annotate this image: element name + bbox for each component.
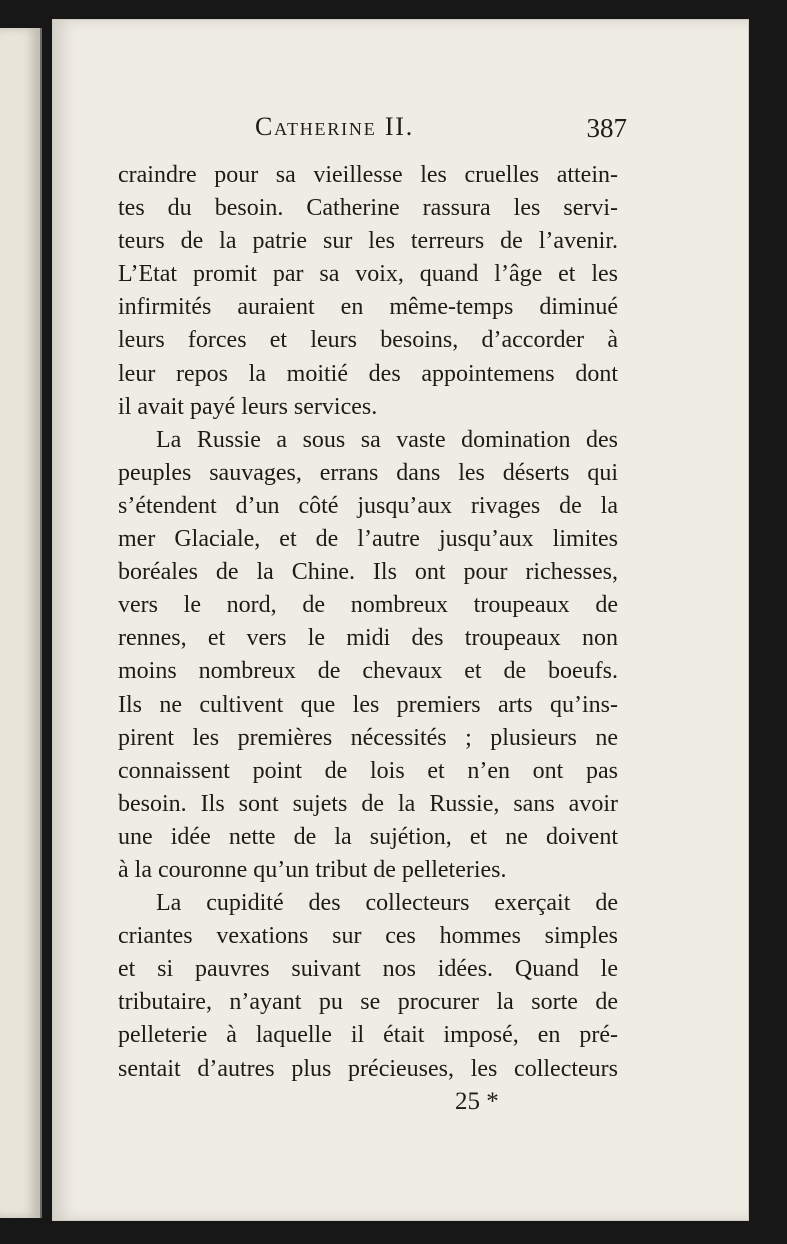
text-line: et si pauvres suivant nos idées. Quand le — [118, 956, 618, 983]
running-title: Catherine II. — [255, 112, 415, 141]
paragraph-line: La Russie a sous sa vaste domination des — [156, 426, 618, 453]
text-line: rennes, et vers le midi des troupeaux non — [118, 625, 618, 652]
text-line: leurs forces et leurs besoins, d’accorder à — [118, 327, 618, 354]
text-line: une idée nette de la sujétion, et ne doivent — [118, 823, 618, 850]
text-line: connaissent point de lois et n’en ont pas — [118, 757, 618, 784]
book-page — [53, 20, 748, 1220]
text-line: boréales de la Chine. Ils ont pour richesses, — [118, 559, 618, 586]
text-line: moins nombreux de chevaux et de boeufs. — [118, 658, 618, 685]
body-text — [118, 159, 618, 1086]
text-line: Ils ne cultivent que les premiers arts qu’ins- — [118, 691, 618, 718]
page-number: 387 — [586, 113, 627, 143]
paragraph-line: La cupidité des collecteurs exerçait de — [156, 890, 618, 917]
text-line: besoin. Ils sont sujets de la Russie, sans avoir — [118, 790, 618, 817]
text-line: tes du besoin. Catherine rassura les servi- — [118, 195, 618, 222]
text-line: mer Glaciale, et de l’autre jusqu’aux limites — [118, 526, 618, 553]
text-line: leur repos la moitié des appointemens dont — [118, 360, 618, 387]
text-line: s’étendent d’un côté jusqu’aux rivages de la — [118, 492, 618, 519]
text-line: tributaire, n’ayant pu se procurer la sorte de — [118, 989, 618, 1016]
text-line: sentait d’autres plus précieuses, les collecteurs — [118, 1055, 618, 1082]
text-line: il avait payé leurs services. — [118, 393, 378, 420]
text-line: craindre pour sa vieillesse les cruelles attein- — [118, 162, 618, 188]
text-line: L’Etat promit par sa voix, quand l’âge et les — [118, 261, 618, 288]
text-line: peuples sauvages, errans dans les déserts qui — [118, 459, 618, 486]
left-page-edge — [0, 28, 42, 1218]
text-line: vers le nord, de nombreux troupeaux de — [118, 592, 618, 619]
text-line: pirent les premières nécessités ; plusieurs ne — [118, 724, 618, 751]
text-line: pelleterie à laquelle il était imposé, en pré- — [118, 1022, 618, 1049]
text-line: à la couronne qu’un tribut de pelleteries. — [118, 856, 507, 883]
signature-mark: 25 * — [455, 1088, 499, 1115]
text-line: criantes vexations sur ces hommes simples — [118, 923, 618, 950]
text-line: teurs de la patrie sur les terreurs de l’avenir. — [118, 228, 618, 255]
text-line: infirmités auraient en même-temps diminué — [118, 294, 618, 321]
